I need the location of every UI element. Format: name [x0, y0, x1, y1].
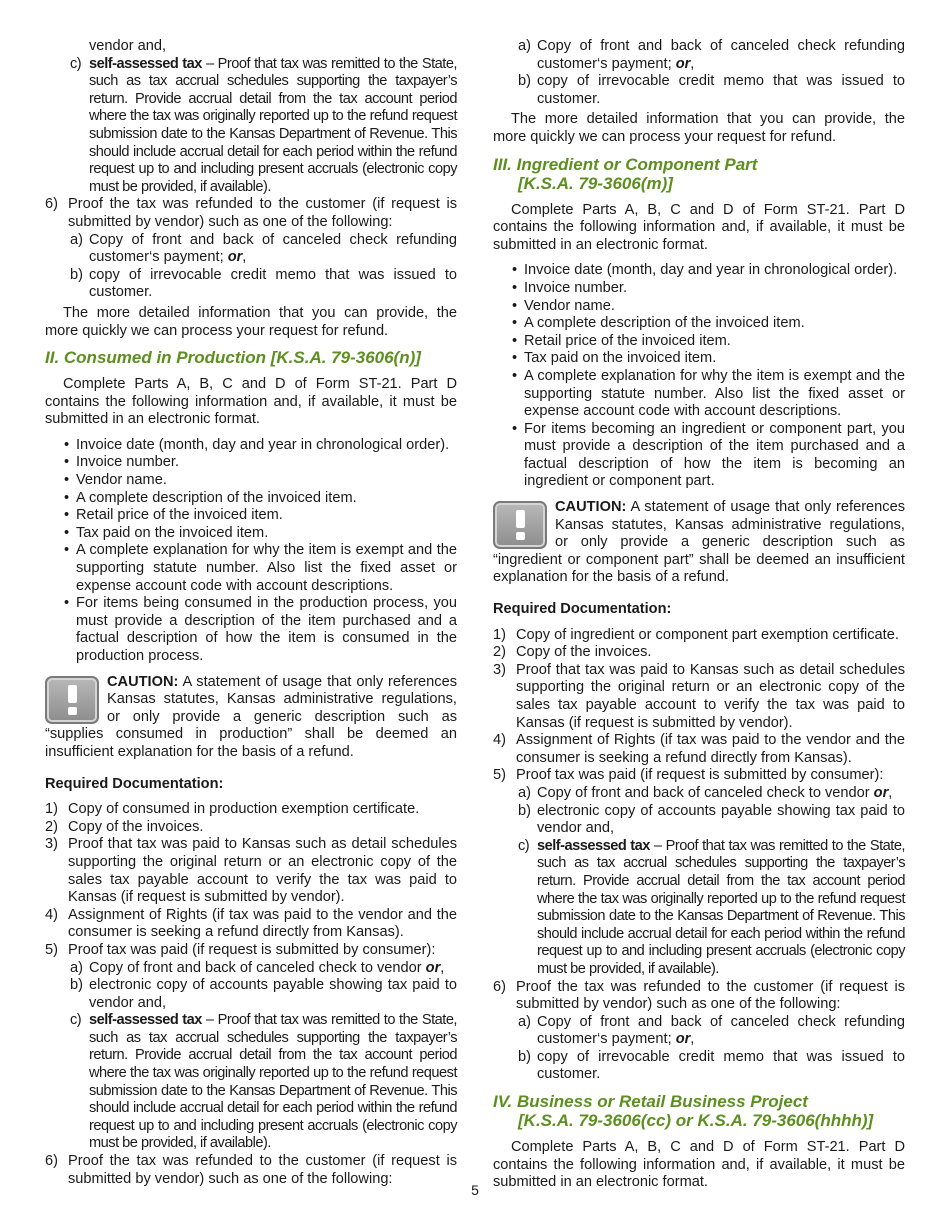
- bullet-item: • For items being consumed in the production process, you must provide a description of the item purchased and a factual description of how the item is consumed in the production process.: [45, 595, 457, 665]
- list-item: [45, 907, 457, 942]
- or-emphasis: or: [873, 784, 889, 801]
- list-item: [493, 644, 905, 662]
- sublist: [45, 960, 457, 1154]
- required-documentation-heading: Required Documentation:: [45, 775, 224, 792]
- list-item: a) Copy of front and back of canceled check refunding customer‘s payment; or,: [70, 231, 457, 266]
- section-heading: [493, 1092, 905, 1130]
- bullet-item: • Tax paid on the invoiced item.: [493, 350, 905, 368]
- list-item: [493, 838, 905, 979]
- list-marker: c): [70, 1012, 82, 1029]
- right-column: [493, 38, 905, 1200]
- list-marker: a): [70, 959, 83, 976]
- caution-box: [493, 499, 905, 587]
- list-item-text: Copy of front and back of canceled check to vendor: [89, 959, 426, 976]
- list-item-text: Assignment of Rights (if tax was paid to the vendor and the consumer is seeking a refund directly from Kansas).: [68, 906, 457, 941]
- required-documentation-heading: Required Documentation:: [493, 601, 672, 618]
- required-documentation-list: [45, 801, 457, 1188]
- continued-sublist: [493, 38, 905, 108]
- list-item-text: Proof that tax was paid to Kansas such as detail schedules supporting the original return or an electronic copy of the sales tax payable account to verify the tax was paid to Kansas (if request is submitted by vendor).: [68, 836, 457, 906]
- list-item: [45, 819, 457, 837]
- bullet-item: • Vendor name.: [493, 298, 905, 316]
- list-item-text: Proof tax was paid (if request is submitted by consumer):: [516, 767, 884, 784]
- list-marker: a): [70, 231, 83, 248]
- list-item-text: Assignment of Rights (if tax was paid to the vendor and the consumer is seeking a refund directly from Kansas).: [516, 732, 905, 766]
- list-item: [493, 803, 905, 838]
- list-item: [493, 662, 905, 732]
- closing-paragraph: The more detailed information that you can provide, the more quickly we can process your request for refund.: [45, 304, 457, 339]
- list-item-text: Copy of front and back of canceled check refunding customer‘s payment;: [537, 38, 905, 72]
- caution-exclamation-icon: [45, 676, 99, 724]
- bullet-item: • Invoice number.: [45, 454, 457, 472]
- list-marker: a): [518, 38, 531, 54]
- required-documentation-list: [493, 627, 905, 1084]
- list-item-text: copy of irrevocable credit memo that was issued to customer.: [537, 1048, 905, 1083]
- list-item: [493, 73, 905, 108]
- list-item: [493, 732, 905, 767]
- or-emphasis: or: [425, 959, 441, 976]
- list-item: [45, 38, 457, 56]
- list-marker: 5): [493, 767, 506, 784]
- list-marker: b): [518, 1048, 531, 1065]
- list-marker: 2): [493, 644, 506, 661]
- continued-sublist: [45, 38, 457, 196]
- list-marker: b): [518, 73, 531, 90]
- list-marker: c): [70, 55, 82, 72]
- list-item: [45, 977, 457, 1012]
- section-heading: [493, 155, 905, 193]
- list-marker: 3): [493, 661, 506, 678]
- list-item-text: Proof the tax was refunded to the customer (if request is submitted by vendor) such as one of the following:: [68, 1153, 457, 1187]
- list-item: [45, 56, 457, 197]
- list-marker: 3): [45, 836, 58, 853]
- list-item-text: Proof the tax was refunded to the customer (if request is submitted by vendor) such as one of the following:: [516, 978, 905, 1013]
- list-marker: 5): [45, 941, 58, 958]
- bullet-item: • Retail price of the invoiced item.: [493, 333, 905, 351]
- term-bold: self-assessed tax: [89, 55, 202, 72]
- list-marker: a): [518, 1013, 531, 1030]
- bullet-item: • Invoice date (month, day and year in chronological order).: [45, 437, 457, 455]
- list-item-text: Copy of front and back of canceled check refunding customer‘s payment;: [89, 231, 457, 266]
- list-item-text: – Proof that tax was remitted to the State, such as tax accrual schedules supporting the taxpayer’s return. Provide accrual detail from the tax account period where the tax was originally reported up to the refund request submission date to the Kansas Department of Revenue. This should include accrual detail for each period within the refund request up to and including present accruals (electronic copy must be provided, if available).: [89, 1012, 457, 1152]
- list-item-text: electronic copy of accounts payable showing tax paid to vendor and,: [537, 802, 905, 837]
- page-number: 5: [471, 1182, 479, 1198]
- bullet-item: • For items becoming an ingredient or component part, you must provide a description of the item purchased and a factual description of how the item is becoming an ingredient or component part.: [493, 421, 905, 491]
- list-item-text: – Proof that tax was remitted to the State, such as tax accrual schedules supporting the taxpayer’s return. Provide accrual detail from the tax account period where the tax was originally reported up to the refund request submission date to the Kansas Department of Revenue. This should include accrual detail for each period within the refund request up to and including present accruals (electronic copy must be provided, if available).: [89, 55, 457, 195]
- list-marker: c): [518, 837, 530, 854]
- list-item: [45, 836, 457, 906]
- list-marker: b): [70, 977, 83, 994]
- bullet-item: • A complete explanation for why the item is exempt and the supporting statute number. Also list the fixed asset or expense account code with account descriptions.: [493, 368, 905, 421]
- list-item-text: copy of irrevocable credit memo that was issued to customer.: [89, 266, 457, 301]
- list-item: a) Copy of front and back of canceled check to vendor or,: [70, 959, 445, 976]
- sublist: [45, 232, 457, 302]
- section-heading-line1: IV. Business or Retail Business Project: [493, 1092, 808, 1112]
- list-marker: 6): [45, 196, 58, 213]
- sublist: [493, 785, 905, 979]
- bullet-list: [493, 262, 905, 491]
- list-item-text: Proof the tax was refunded to the customer (if request is submitted by vendor) such as one of the following:: [68, 196, 457, 230]
- list-item-text: vendor and,: [89, 38, 167, 54]
- list-marker: a): [518, 784, 531, 801]
- bullet-item: • A complete description of the invoiced item.: [493, 315, 905, 333]
- list-marker: 6): [493, 978, 506, 995]
- list-item: a) Copy of front and back of canceled check refunding customer‘s payment; or,: [518, 38, 905, 72]
- section-heading-line1: III. Ingredient or Component Part: [493, 154, 758, 174]
- list-marker: 2): [45, 818, 58, 835]
- section-heading-line2: [K.S.A. 79-3606(cc) or K.S.A. 79-3606(hhhh)]: [518, 1111, 874, 1131]
- list-marker: 1): [45, 801, 58, 818]
- list-item: a) Copy of front and back of canceled check refunding customer‘s payment; or,: [518, 1013, 905, 1048]
- caution-exclamation-icon: [493, 501, 547, 549]
- list-item-text: copy of irrevocable credit memo that was issued to customer.: [537, 73, 905, 107]
- list-item-text: electronic copy of accounts payable showing tax paid to vendor and,: [89, 977, 457, 1011]
- list-item-text: Copy of front and back of canceled check to vendor: [537, 784, 874, 801]
- section-intro: Complete Parts A, B, C and D of Form ST-21. Part D contains the following information and, if available, it must be submitted in an electronic format.: [493, 201, 905, 253]
- list-marker: 4): [45, 906, 58, 923]
- term-bold: self-assessed tax: [537, 837, 650, 854]
- or-emphasis: or: [675, 1031, 691, 1048]
- continued-numbered-list: [45, 196, 457, 302]
- list-marker: b): [70, 266, 83, 283]
- bullet-item: • Retail price of the invoiced item.: [45, 507, 457, 525]
- list-marker: 4): [493, 732, 506, 749]
- bullet-item: • Invoice date (month, day and year in chronological order).: [493, 262, 905, 280]
- list-item: [493, 1049, 905, 1084]
- list-item: a) Copy of front and back of canceled check to vendor or,: [518, 784, 893, 801]
- list-item-text: Copy of the invoices.: [516, 644, 652, 661]
- bullet-item: • A complete description of the invoiced item.: [45, 490, 457, 508]
- list-item: [45, 801, 457, 819]
- list-item: [45, 1012, 457, 1153]
- caution-box: [45, 674, 457, 762]
- list-item: [45, 267, 457, 302]
- list-marker: b): [518, 802, 531, 819]
- list-item-text: Copy of front and back of canceled check refunding customer‘s payment;: [537, 1013, 905, 1048]
- section-intro: Complete Parts A, B, C and D of Form ST-21. Part D contains the following information and, if available, it must be submitted in an electronic format.: [45, 376, 457, 428]
- list-item-text: Proof that tax was paid to Kansas such as detail schedules supporting the original return or an electronic copy of the sales tax payable account to verify the tax was paid to Kansas (if request is submitted by vendor).: [516, 661, 905, 731]
- section-heading: II. Consumed in Production [K.S.A. 79-3606(n)]: [45, 348, 421, 368]
- bullet-item: • Tax paid on the invoiced item.: [45, 525, 457, 543]
- list-item: [493, 627, 905, 645]
- caution-text: A statement of usage that only references Kansas statutes, Kansas administrative regulations, or only provide a generic description such as “ingredient or component part” shall be deemed an insufficient explanation for the basis of a refund.: [493, 499, 905, 586]
- bullet-item: • Vendor name.: [45, 472, 457, 490]
- list-item-text: Proof tax was paid (if request is submitted by consumer):: [68, 941, 436, 958]
- list-marker: 6): [45, 1153, 58, 1170]
- section-heading-line2: [K.S.A. 79-3606(m)]: [518, 173, 673, 193]
- list-item: [493, 979, 905, 1085]
- closing-paragraph: The more detailed information that you can provide, the more quickly we can process your request for refund.: [493, 111, 905, 145]
- section-intro: Complete Parts A, B, C and D of Form ST-21. Part D contains the following information and, if available, it must be submitted in an electronic format.: [493, 1139, 905, 1191]
- list-item-text: Copy of consumed in production exemption certificate.: [68, 801, 420, 818]
- caution-text: A statement of usage that only references Kansas statutes, Kansas administrative regulations, or only provide a generic description such as “supplies consumed in production” shall be deemed an insufficient explanation for the basis of a refund.: [45, 673, 457, 760]
- list-item: [45, 196, 457, 302]
- bullet-list: [45, 437, 457, 666]
- caution-label: CAUTION:: [107, 673, 179, 690]
- list-marker: 1): [493, 626, 506, 643]
- list-item-text: Copy of ingredient or component part exemption certificate.: [516, 626, 899, 643]
- or-emphasis: or: [227, 249, 243, 266]
- left-column: [45, 38, 457, 1188]
- list-item: [45, 942, 457, 1153]
- sublist: [493, 1014, 905, 1084]
- bullet-item: • Invoice number.: [493, 280, 905, 298]
- list-item: [493, 767, 905, 978]
- term-bold: self-assessed tax: [89, 1012, 202, 1029]
- or-emphasis: or: [675, 55, 691, 72]
- bullet-item: • A complete explanation for why the item is exempt and the supporting statute number. Also list the fixed asset or expense account code with account descriptions.: [45, 542, 457, 595]
- list-item-text: Copy of the invoices.: [68, 818, 204, 835]
- list-item-text: – Proof that tax was remitted to the State, such as tax accrual schedules supporting the taxpayer’s return. Provide accrual detail from the tax account period where the tax was originally reported up to the refund request submission date to the Kansas Department of Revenue. This should include accrual detail for each period within the refund request up to and including present accruals (electronic copy must be provided, if available).: [537, 837, 905, 977]
- caution-label: CAUTION:: [555, 499, 627, 516]
